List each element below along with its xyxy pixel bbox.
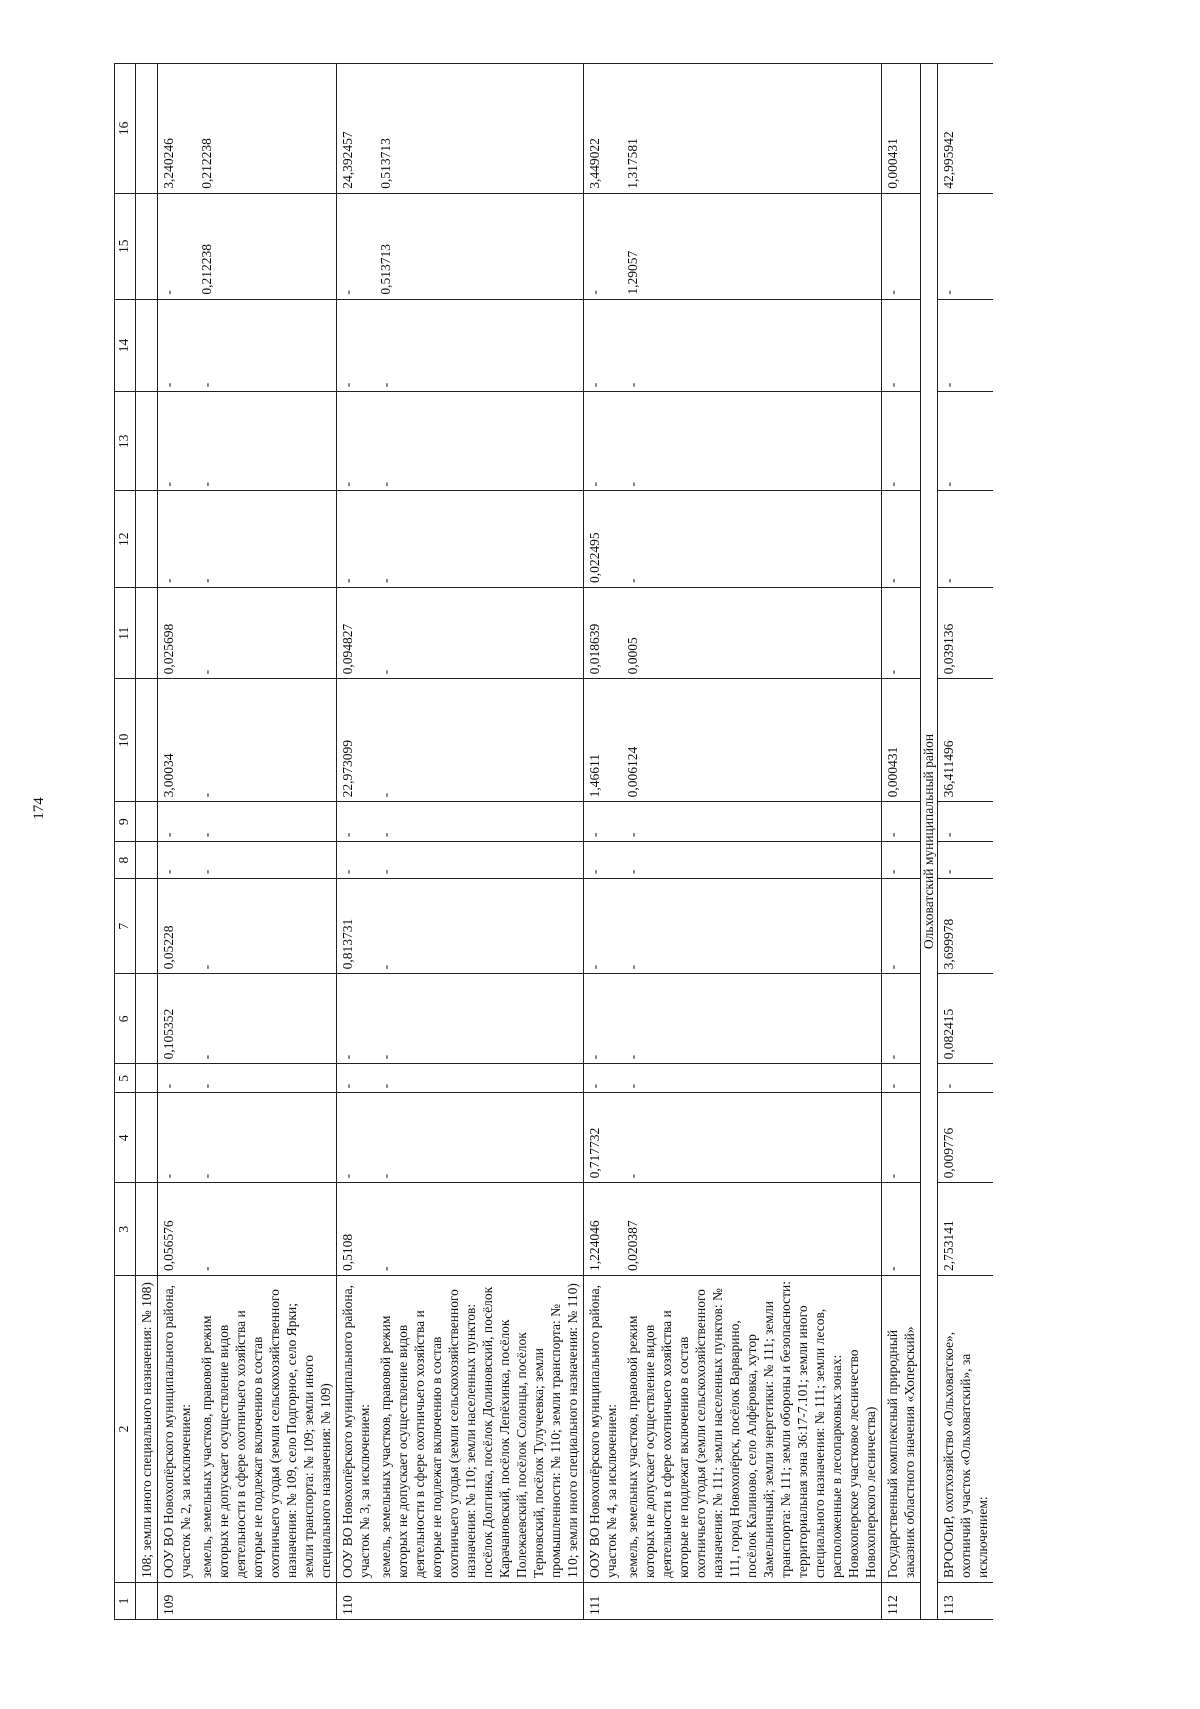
cell-col-14: - (337, 299, 376, 392)
cell-col-14: - (375, 299, 584, 392)
rotated-table-container (114, 63, 1066, 1620)
cell-col-9: - (196, 802, 337, 842)
cell-col-13: - (938, 392, 994, 491)
row-description: земель, земельных участков, правовой режим которых не допускает осуществление видов деятельности в сфере охотничьего хозяйства и которые не подлежат включению в состав охотничьего угодья (земли сельскохозяйственного назначения: № 110; земли населенных пунктов: посёлок Долгинка, посёлок Долиновский, посёлок Карачановский, посёлок Лепёхинка, посёлок Полежаевский, посёлок Солонцы, посёлок Терновский, посёлок Тулучеевка; земли промышленности: № 110; земли транспорта: № 110; земли иного специального назначения: № 110) (375, 1276, 584, 1583)
cell-col-6 (136, 974, 158, 1064)
cell-col-8: - (158, 842, 197, 879)
table-row (622, 64, 882, 1620)
cell-col-3 (136, 1183, 158, 1276)
cell-col-4: - (375, 1093, 584, 1183)
row-number: 110 (337, 1582, 376, 1619)
cell-col-5: - (337, 1064, 376, 1093)
cell-col-5: - (584, 1064, 623, 1093)
cell-col-4: - (196, 1093, 337, 1183)
cell-col-13: - (375, 392, 584, 491)
cell-col-7: 3,699978 (938, 879, 994, 974)
row-number (196, 1582, 337, 1619)
column-number-2: 2 (115, 1276, 136, 1583)
cell-col-6: 0,082415 (938, 974, 994, 1064)
cell-col-14: - (584, 299, 623, 392)
cell-col-12: - (337, 491, 376, 588)
column-number-9: 9 (115, 802, 136, 842)
cell-col-15: - (882, 193, 921, 299)
column-number-6: 6 (115, 974, 136, 1064)
cell-col-3: 0,056576 (158, 1183, 197, 1276)
row-description: земель, земельных участков, правовой режим которых не допускает осуществление видов деятельности в сфере охотничьего хозяйства и которые не подлежат включению в состав охотничьего угодья (земли сельскохозяйственного назначения: № 109, село Подгорное, село Ярки; земли транспорта: № 109; земли иного специального назначения: № 109) (196, 1276, 337, 1583)
cell-col-7: 0,05228 (158, 879, 197, 974)
cell-col-3: - (375, 1183, 584, 1276)
cell-col-8: - (584, 842, 623, 879)
cell-col-10: 0,006124 (622, 679, 882, 802)
cell-col-11 (136, 588, 158, 679)
cell-col-9: - (622, 802, 882, 842)
row-description: ООУ ВО Новохопёрского муниципального района, участок № 3, за исключением: (337, 1276, 376, 1583)
cell-col-16: 3,449022 (584, 64, 623, 194)
cell-col-7: - (584, 879, 623, 974)
cell-col-4: - (158, 1093, 197, 1183)
cell-col-15: 1,29057 (622, 193, 882, 299)
cell-col-5: - (375, 1064, 584, 1093)
cell-col-5: - (158, 1064, 197, 1093)
cell-col-12: - (938, 491, 994, 588)
column-number-8: 8 (115, 842, 136, 879)
cell-col-14: - (622, 299, 882, 392)
cell-col-6: - (375, 974, 584, 1064)
cell-col-9: - (337, 802, 376, 842)
column-number-16: 16 (115, 64, 136, 194)
table-row (136, 64, 158, 1620)
cell-col-13 (136, 392, 158, 491)
cell-col-3: 1,224046 (584, 1183, 623, 1276)
table-row (584, 64, 623, 1620)
cell-col-4: - (337, 1093, 376, 1183)
cell-col-11: 0,018639 (584, 588, 623, 679)
cell-col-8: - (196, 842, 337, 879)
cell-col-10: 22,973099 (337, 679, 376, 802)
cell-col-3: 0,5108 (337, 1183, 376, 1276)
cell-col-16: 1,317581 (622, 64, 882, 194)
row-number: 112 (882, 1582, 921, 1619)
table-row (158, 64, 197, 1620)
cell-col-6: 0,105352 (158, 974, 197, 1064)
cell-col-15: - (584, 193, 623, 299)
cell-col-10: 1,46611 (584, 679, 623, 802)
cell-col-8: - (337, 842, 376, 879)
cell-col-13: - (337, 392, 376, 491)
cell-col-15: 0,513713 (375, 193, 584, 299)
cell-col-8: - (882, 842, 921, 879)
column-number-15: 15 (115, 193, 136, 299)
cell-col-7: - (196, 879, 337, 974)
cell-col-11: 0,0005 (622, 588, 882, 679)
cell-col-16: 3,240246 (158, 64, 197, 194)
row-number: 109 (158, 1582, 197, 1619)
cell-col-13: - (158, 392, 197, 491)
cell-col-12: - (882, 491, 921, 588)
cell-col-12 (136, 491, 158, 588)
cell-col-7: - (375, 879, 584, 974)
cell-col-4: - (882, 1093, 921, 1183)
row-description: земель, земельных участков, правовой режим которых не допускает осуществление видов деятельности в сфере охотничьего хозяйства и которые не подлежат включению в состав охотничьего угодья (земли сельскохозяйственного назначения: № 111; земли населенных пунктов: № 111, город Новохопёрск, посёлок Варварино, посёлок Калиново, село Алфёровка, хутор Замельничный; земли энергетики: № 111; земли транспорта: № 111; земли обороны и безопасности: территориальная зона 36:17-7.101; земли иного специального назначения: № 111; земли лесов, расположенные в лесопарковых зонах: Новохоперское участковое лесничество Новохоперского лесничества) (622, 1276, 882, 1583)
section-title: Ольховатский муниципальный район (921, 64, 938, 1620)
row-number (375, 1582, 584, 1619)
cell-col-13: - (196, 392, 337, 491)
row-description: Государственный комплексный природный заказник областного значения «Хоперский» (882, 1276, 921, 1583)
cell-col-5: - (196, 1064, 337, 1093)
cell-col-11: - (375, 588, 584, 679)
cell-col-15: 0,212238 (196, 193, 337, 299)
cell-col-6: - (196, 974, 337, 1064)
row-description: ООУ ВО Новохопёрского муниципального района, участок № 2, за исключением: (158, 1276, 197, 1583)
cell-col-15: - (337, 193, 376, 299)
column-number-3: 3 (115, 1183, 136, 1276)
table-row (882, 64, 921, 1620)
column-number-1: 1 (115, 1582, 136, 1619)
cell-col-14: - (882, 299, 921, 392)
cell-col-6: - (622, 974, 882, 1064)
cell-col-7: 0,813731 (337, 879, 376, 974)
cell-col-10: 3,00034 (158, 679, 197, 802)
cell-col-16: 0,212238 (196, 64, 337, 194)
table-row (375, 64, 584, 1620)
cell-col-11: 0,025698 (158, 588, 197, 679)
cell-col-9: - (882, 802, 921, 842)
cell-col-6: - (337, 974, 376, 1064)
column-number-13: 13 (115, 392, 136, 491)
cell-col-3: - (882, 1183, 921, 1276)
table-row (938, 64, 994, 1620)
cell-col-16: 42,995942 (938, 64, 994, 194)
cell-col-7: - (622, 879, 882, 974)
cell-col-15: - (938, 193, 994, 299)
cell-col-5: - (882, 1064, 921, 1093)
cell-col-4: 0,009776 (938, 1093, 994, 1183)
cell-col-12: 0,022495 (584, 491, 623, 588)
column-number-7: 7 (115, 879, 136, 974)
cell-col-10: - (375, 679, 584, 802)
cell-col-11: 0,039136 (938, 588, 994, 679)
cell-col-5: - (622, 1064, 882, 1093)
cell-col-9: - (938, 802, 994, 842)
cell-col-10: 0,000431 (882, 679, 921, 802)
cell-col-9: - (158, 802, 197, 842)
cell-col-13: - (584, 392, 623, 491)
cell-col-9: - (375, 802, 584, 842)
cell-col-8: - (938, 842, 994, 879)
cell-col-8: - (622, 842, 882, 879)
table-row (337, 64, 376, 1620)
cell-col-11: - (882, 588, 921, 679)
cell-col-8 (136, 842, 158, 879)
row-number: 111 (584, 1582, 623, 1619)
column-number-row (115, 64, 136, 1620)
cell-col-7: - (882, 879, 921, 974)
cell-col-9: - (584, 802, 623, 842)
cell-col-4: 0,717732 (584, 1093, 623, 1183)
cell-col-13: - (882, 392, 921, 491)
cell-col-11: 0,094827 (337, 588, 376, 679)
column-number-12: 12 (115, 491, 136, 588)
cell-col-5 (136, 1064, 158, 1093)
cell-col-16: 24,392457 (337, 64, 376, 194)
column-number-11: 11 (115, 588, 136, 679)
table-row (196, 64, 337, 1620)
row-number (136, 1582, 158, 1619)
land-area-table (114, 63, 993, 1620)
cell-col-15: - (158, 193, 197, 299)
cell-col-10 (136, 679, 158, 802)
cell-col-10: 36,411496 (938, 679, 994, 802)
row-number (622, 1582, 882, 1619)
cell-col-16: 0,513713 (375, 64, 584, 194)
cell-col-14: - (196, 299, 337, 392)
cell-col-12: - (158, 491, 197, 588)
row-number: 113 (938, 1582, 994, 1619)
cell-col-15 (136, 193, 158, 299)
cell-col-12: - (375, 491, 584, 588)
cell-col-3: 2,753141 (938, 1183, 994, 1276)
cell-col-3: 0,020387 (622, 1183, 882, 1276)
cell-col-4: - (622, 1093, 882, 1183)
cell-col-13: - (622, 392, 882, 491)
section-row (921, 64, 938, 1620)
table-body (136, 64, 994, 1620)
cell-col-4 (136, 1093, 158, 1183)
cell-col-14 (136, 299, 158, 392)
cell-col-8: - (375, 842, 584, 879)
cell-col-14: - (158, 299, 197, 392)
column-number-10: 10 (115, 679, 136, 802)
page-number: 174 (30, 797, 47, 820)
column-number-14: 14 (115, 299, 136, 392)
row-description: ООУ ВО Новохопёрского муниципального района, участок № 4, за исключением: (584, 1276, 623, 1583)
cell-col-12: - (622, 491, 882, 588)
cell-col-3: - (196, 1183, 337, 1276)
column-number-5: 5 (115, 1064, 136, 1093)
cell-col-6: - (584, 974, 623, 1064)
cell-col-11: - (196, 588, 337, 679)
row-description: 108; земли иного специального назначения: № 108) (136, 1276, 158, 1583)
cell-col-7 (136, 879, 158, 974)
cell-col-14: - (938, 299, 994, 392)
column-number-4: 4 (115, 1093, 136, 1183)
cell-col-10: - (196, 679, 337, 802)
cell-col-6: - (882, 974, 921, 1064)
cell-col-9 (136, 802, 158, 842)
cell-col-5: - (938, 1064, 994, 1093)
row-description: ВРОООиР, охотхозяйство «Ольховатское», охотничий участок «Ольховатский», за исключением: (938, 1276, 994, 1583)
cell-col-16: 0,000431 (882, 64, 921, 194)
cell-col-12: - (196, 491, 337, 588)
cell-col-16 (136, 64, 158, 194)
